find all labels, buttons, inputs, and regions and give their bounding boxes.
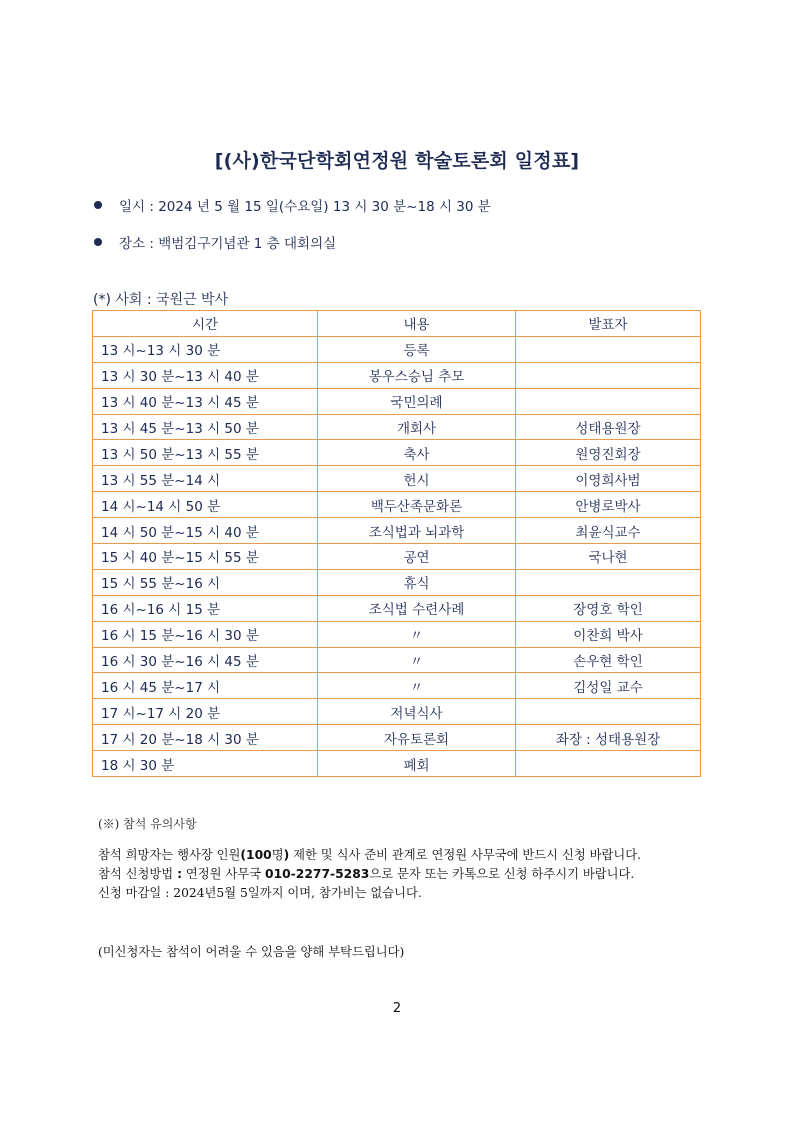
cell-time: 15 시 40 분~15 시 55 분	[93, 544, 318, 570]
table-row	[93, 751, 701, 777]
cell-content: 조식법 수련사례	[318, 595, 516, 621]
note-method-office: 연정원 사무국	[182, 867, 266, 881]
table-row	[93, 466, 701, 492]
cell-time: 13 시 30 분~13 시 40 분	[93, 362, 318, 388]
header-presenter: 발표자	[516, 311, 701, 337]
note-capacity	[98, 845, 641, 863]
cell-time: 13 시~13 시 30 분	[93, 336, 318, 362]
note-capacity-count: (100	[240, 848, 272, 862]
cell-content: 자유토론회	[318, 725, 516, 751]
cell-time: 13 시 40 분~13 시 45 분	[93, 388, 318, 414]
table-row	[93, 699, 701, 725]
cell-content: 휴식	[318, 569, 516, 595]
moderator-label: (*) 사회 : 국원근 박사	[93, 292, 229, 308]
event-date: 일시 : 2024 년 5 월 15 일(수요일) 13 시 30 분~18 시 30 분	[119, 199, 491, 215]
table-row	[93, 388, 701, 414]
cell-presenter: 국나현	[516, 544, 701, 570]
table-row	[93, 544, 701, 570]
cell-time: 13 시 45 분~13 시 50 분	[93, 414, 318, 440]
header-content: 내용	[318, 311, 516, 337]
cell-time: 16 시~16 시 15 분	[93, 595, 318, 621]
table-row	[93, 595, 701, 621]
cell-content: 공연	[318, 544, 516, 570]
note-capacity-rest: 제한 및 식사 준비 관계로 연정원 사무국에 반드시 신청 바랍니다.	[289, 848, 642, 862]
cell-time: 16 시 30 분~16 시 45 분	[93, 647, 318, 673]
bullet-icon	[94, 201, 102, 209]
cell-presenter: 안병로박사	[516, 492, 701, 518]
cell-time: 16 시 45 분~17 시	[93, 673, 318, 699]
table-row	[93, 673, 701, 699]
cell-presenter	[516, 336, 701, 362]
cell-presenter	[516, 362, 701, 388]
cell-presenter	[516, 699, 701, 725]
cell-presenter: 이찬희 박사	[516, 621, 701, 647]
cell-presenter	[516, 569, 701, 595]
note-method-rest: 으로 문자 또는 카톡으로 신청 하주시기 바랍니다.	[369, 867, 635, 881]
cell-time: 18 시 30 분	[93, 751, 318, 777]
table-row	[93, 569, 701, 595]
cell-time: 15 시 55 분~16 시	[93, 569, 318, 595]
note-method-colon: :	[177, 867, 183, 881]
note-capacity-close: )	[283, 848, 290, 862]
info-date-row	[94, 195, 491, 215]
table-row	[93, 725, 701, 751]
cell-presenter: 좌장 : 성태용원장	[516, 725, 701, 751]
cell-time: 17 시 20 분~18 시 30 분	[93, 725, 318, 751]
table-row	[93, 492, 701, 518]
cell-time: 14 시~14 시 50 분	[93, 492, 318, 518]
cell-time: 13 시 50 분~13 시 55 분	[93, 440, 318, 466]
table-row	[93, 518, 701, 544]
table-header-row	[93, 311, 701, 337]
note-phone-number: 010-2277-5283	[265, 867, 370, 881]
note-capacity-unit: 명	[271, 848, 284, 862]
cell-time: 13 시 55 분~14 시	[93, 466, 318, 492]
table-row	[93, 336, 701, 362]
schedule-table	[92, 310, 701, 777]
bullet-icon	[94, 238, 102, 246]
table-row	[93, 414, 701, 440]
info-venue-row	[94, 232, 336, 252]
cell-content: 등록	[318, 336, 516, 362]
closing-note: (미신청자는 참석이 어려울 수 있음을 양해 부탁드립니다)	[98, 945, 405, 959]
note-capacity-text: 참석 희망자는 행사장 인원	[98, 848, 241, 862]
cell-content: 백두산족문화론	[318, 492, 516, 518]
cell-presenter	[516, 751, 701, 777]
cell-presenter: 손우현 학인	[516, 647, 701, 673]
notes-title: (※) 참석 유의사항	[98, 817, 197, 831]
cell-content: 개회사	[318, 414, 516, 440]
cell-content: 축사	[318, 440, 516, 466]
table-row	[93, 647, 701, 673]
cell-content: 조식법과 뇌과학	[318, 518, 516, 544]
cell-time: 14 시 50 분~15 시 40 분	[93, 518, 318, 544]
cell-presenter: 원영진회장	[516, 440, 701, 466]
cell-content: 헌시	[318, 466, 516, 492]
note-method-label: 참석 신청방법	[98, 867, 178, 881]
cell-content: 국민의례	[318, 388, 516, 414]
cell-presenter: 이영희사범	[516, 466, 701, 492]
table-row	[93, 362, 701, 388]
cell-content: 〃	[318, 621, 516, 647]
table-row	[93, 440, 701, 466]
cell-content: 봉우스승님 추모	[318, 362, 516, 388]
cell-presenter: 성태용원장	[516, 414, 701, 440]
note-deadline: 신청 마감일 : 2024년5월 5일까지 이며, 참가비는 없습니다.	[98, 886, 422, 900]
cell-time: 17 시~17 시 20 분	[93, 699, 318, 725]
cell-content: 〃	[318, 647, 516, 673]
table-row	[93, 621, 701, 647]
cell-content: 폐회	[318, 751, 516, 777]
event-venue: 장소 : 백범김구기념관 1 층 대회의실	[119, 236, 337, 252]
document-title: [(사)한국단학회연정원 학술토론회 일정표]	[214, 150, 580, 172]
page-number: 2	[392, 1001, 402, 1016]
cell-content: 〃	[318, 673, 516, 699]
cell-presenter	[516, 388, 701, 414]
cell-time: 16 시 15 분~16 시 30 분	[93, 621, 318, 647]
cell-presenter: 김성일 교수	[516, 673, 701, 699]
cell-presenter: 최윤식교수	[516, 518, 701, 544]
cell-content: 저녁식사	[318, 699, 516, 725]
header-time: 시간	[93, 311, 318, 337]
note-method	[98, 864, 634, 882]
cell-presenter: 장영호 학인	[516, 595, 701, 621]
